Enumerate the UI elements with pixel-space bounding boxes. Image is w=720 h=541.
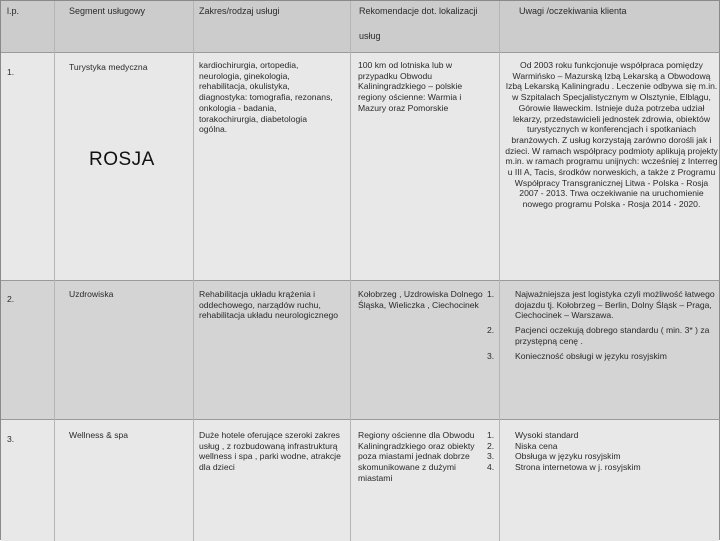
list-item-number: 1. [487, 430, 495, 440]
list-item-text: Niska cena [515, 440, 558, 451]
column-divider [54, 1, 55, 541]
row-divider [1, 52, 720, 53]
list-item-text: Pacjenci oczekują dobrego standardu ( min. 3* ) za przystępną cenę . [515, 325, 710, 346]
row-divider [1, 419, 720, 420]
list-item [487, 462, 719, 473]
client-expectations-list [487, 289, 719, 361]
list-item [487, 441, 719, 452]
list-item [487, 351, 719, 362]
segment-name: Uzdrowiska [69, 289, 114, 299]
service-scope: kardiochirurgia, ortopedia, neurologia, ginekologia, rehabilitacja, okulistyka, diagnostyka: tomografia, rezonans, onkologia - badania, torakochirurgia, diabetologia ogólna. [199, 60, 333, 135]
service-scope: Rehabilitacja układu krążenia i oddechowego, narządów ruchu, rehabilitacja układu neurologicznego [199, 289, 339, 321]
segment-name: Turystyka medyczna [69, 62, 148, 72]
header-segment: Segment usługowy [69, 6, 146, 16]
list-item-text: Obsługa w języku rosyjskim [515, 451, 621, 462]
column-divider [193, 1, 194, 541]
list-item-text: Strona internetowa w j. rosyjskim [515, 462, 641, 473]
row-number: 2. [7, 294, 15, 304]
list-item [487, 289, 719, 321]
column-divider [350, 1, 351, 541]
client-expectations-list [487, 430, 719, 473]
location-recommendation: Regiony ościenne dla Obwodu Kaliningradzkiego oraz obiekty poza miastami jednak dobrze skomunikowane z dużymi miastami [358, 430, 475, 483]
list-item [487, 451, 719, 462]
list-item-text: Wysoki standard [515, 430, 579, 440]
list-item-number: 4. [487, 462, 495, 473]
service-scope: Duże hotele oferujące szeroki zakres usług , z rozbudowaną infrastrukturą wellness i spa , parki wodne, atrakcje dla dzieci [199, 430, 341, 473]
row-number: 3. [7, 434, 15, 444]
client-expectations: Od 2003 roku funkcjonuje współpraca pomiędzy Warmińsko – Mazurską Izbą Lekarską a Obwodową Izbą Lekarską Kaliningradu . Leczenie odbywa się m.in. w Szpitalach Specjalistycznym w Olsztynie, Elblągu, Górowie Iławeckim. Istnieje duża potrzeba udział lekarzy, przedstawicieli jednostek zdrowia, obiektów turystycznych w konferencjach i spotkaniach branżowych. Z usług korzystają zarówno dorośli jak i dzieci. W ramach współpracy podmioty aplikują projekty m.in. w ramach programu unijnych: wcześniej z Interreg u III A, Tacis, środków norweskich, a także z Programu Współpracy Transgranicznej Litwa - Polska - Rosja 2007 - 2013. Trwa oczekiwanie na uruchomienie nowego programu Polska - Rosja 2014 - 2020. [505, 60, 718, 210]
list-item [487, 430, 719, 441]
row-number: 1. [7, 67, 15, 77]
list-item-text: Konieczność obsługi w języku rosyjskim [515, 350, 667, 361]
country-label: ROSJA [89, 149, 155, 170]
row-divider [1, 280, 720, 281]
list-item-number: 3. [487, 350, 495, 361]
list-item-number: 2. [487, 440, 495, 451]
list-item-number: 1. [487, 289, 495, 299]
location-recommendation: Kołobrzeg , Uzdrowiska Dolnego Śląska, Wieliczka , Ciechocinek [358, 289, 483, 310]
list-item-number: 3. [487, 451, 495, 462]
list-item-text: Najważniejsza jest logistyka czyli możliwość łatwego dojazdu tj. Kołobrzeg – Berlin, Dolny Śląsk – Praga, Ciechocinek – Warszawa. [515, 289, 715, 321]
list-item [487, 325, 719, 346]
header-zakres: Zakres/rodzaj usługi [199, 6, 280, 16]
header-rekomendacje: Rekomendacje dot. lokalizacji [359, 6, 478, 16]
segment-name: Wellness & spa [69, 430, 129, 440]
location-recommendation: 100 km od lotniska lub w przypadku Obwodu Kaliningradzkiego – polskie regiony ościenne: Warmia i Mazury oraz Pomorskie [358, 60, 463, 113]
header-uwagi: Uwagi /oczekiwania klienta [519, 6, 627, 16]
header-lp: l.p. [7, 6, 20, 16]
header-rekomendacje-cont: usług [359, 31, 381, 41]
list-item-number: 2. [487, 325, 495, 336]
